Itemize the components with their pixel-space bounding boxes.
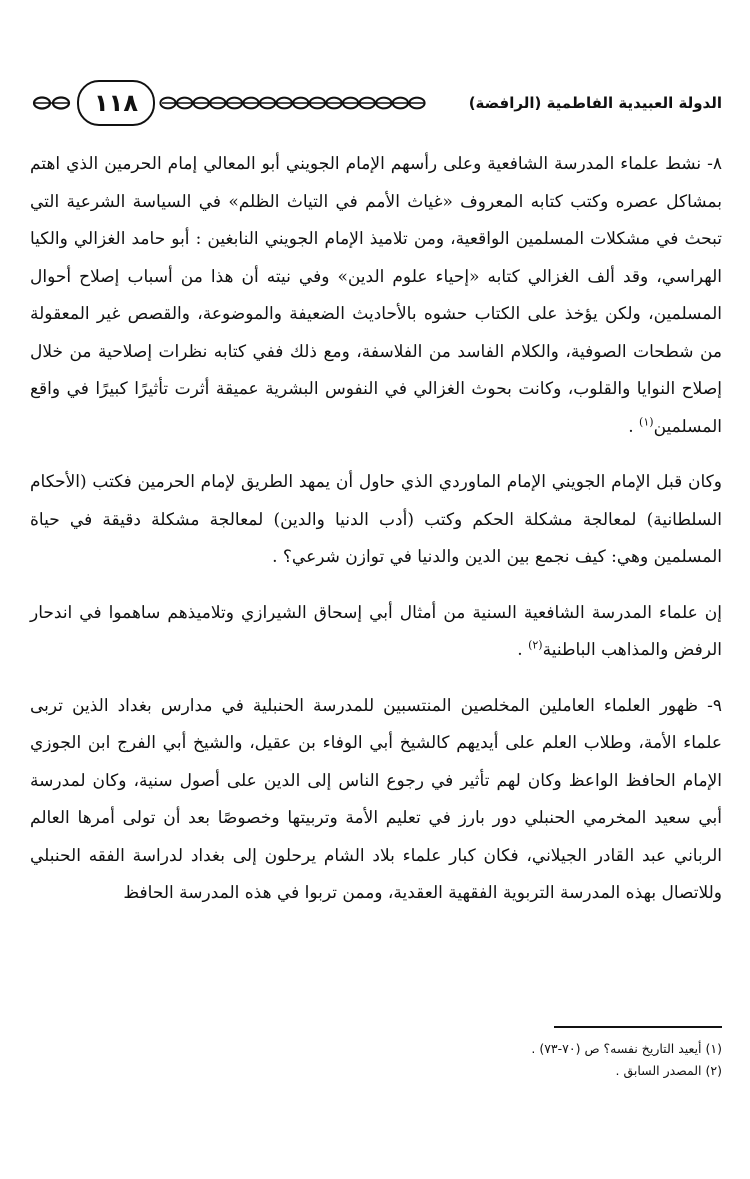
book-page — [30, 0, 722, 1179]
paragraph-text: ٨- نشط علماء المدرسة الشافعية وعلى رأسهم الإمام الجويني أبو المعالي إمام الحرمين الذي اهتم بمشاكل عصره وكتب كتابه المعروف «غياث الأمم في التياث الظلم» في السياسة الشرعية التي تبحث في مشكلات المسلمين الواقعية، ومن تلاميذ الإمام الجويني النابغين : أبو حامد الغزالي والكيا الهراسي، وقد ألف الغزالي كتابه «إحياء علوم الدين» وفي نيته أن هذا من أسباب إصلاح أحوال المسلمين، ولكن يؤخذ على الكتاب حشوه بالأحاديث الضعيفة والموضوعة، والقصص غير المعقولة من شطحات الصوفية، والكلام الفاسد من الفلاسفة، ومع ذلك ففي كتابه نظرات إصلاحية من خلال إصلاح النوايا والقلوب، وكانت بحوث الغزالي في النفوس البشرية عميقة أثرت تأثيرًا كبيرًا في واقع المسلمين — [30, 154, 722, 437]
footnotes — [30, 1038, 722, 1082]
footnote-2: (٢) المصدر السابق . — [615, 1063, 722, 1078]
paragraph-point-8 — [30, 146, 722, 446]
paragraph-text: وكان قبل الإمام الجويني الإمام الماوردي الذي حاول أن يمهد الطريق لإمام الحرمين فكتب (الأحكام السلطانية) لمعالجة مشكلة الحكم وكتب (أدب الدنيا والدين) لمعالجة مشكلة دقيقة في حياة المسلمين وهي: كيف نجمع بين الدين والدنيا في توازن شرعي؟ . — [30, 472, 722, 567]
paragraph-tail: . — [628, 416, 640, 437]
footnote-ref-2: (٢) — [528, 638, 543, 652]
footnote-separator — [554, 1026, 722, 1028]
footnote-ref-1: (١) — [639, 414, 654, 428]
paragraph-shafii-scholars — [30, 595, 722, 670]
paragraph-text: إن علماء المدرسة الشافعية السنية من أمثال أبي إسحاق الشيرازي وتلاميذهم ساهموا في اندحار الرفض والمذاهب الباطنية — [30, 602, 722, 660]
header-ornament-chain — [158, 96, 428, 110]
header-ornament-short — [32, 96, 72, 110]
running-title: الدولة العبيدية الفاطمية (الرافضة) — [468, 94, 722, 112]
paragraph-point-9 — [30, 688, 722, 913]
footnote-1: (١) أيعيد التاريخ نفسه؟ ص (٧٠-٧٣) . — [531, 1041, 722, 1056]
page-number: ١١٨ — [77, 80, 155, 126]
paragraph-mawardi — [30, 464, 722, 577]
paragraph-text: ٩- ظهور العلماء العاملين المخلصين المنتسبين للمدرسة الحنبلية في مدارس بغداد الذين تربى علماء الأمة، وطلاب العلم على أيديهم كالشيخ أبي الوفاء بن عقيل، والشيخ أبي الفرج ابن الجوزي الإمام الحافظ الواعظ وكان لهم تأثير في رجوع الناس إلى الدين على أصول سنية، وكان لمدرسة أبي سعيد المخرمي الحنبلي دور بارز في تعليم الأمة وتربيتها وخصوصًا بعد أن تولى أمرها العالم الرباني عبد القادر الجيلاني، فكان كبار علماء بلاد الشام يرحلون إلى بغداد لدراسة الفقه الحنبلي وللاتصال بهذه المدرسة التربوية الفقهية العقدية، وممن تربوا في هذه المدرسة الحافظ — [30, 695, 722, 903]
page-header — [30, 78, 722, 128]
paragraph-tail: . — [517, 640, 529, 660]
main-text — [30, 146, 722, 913]
